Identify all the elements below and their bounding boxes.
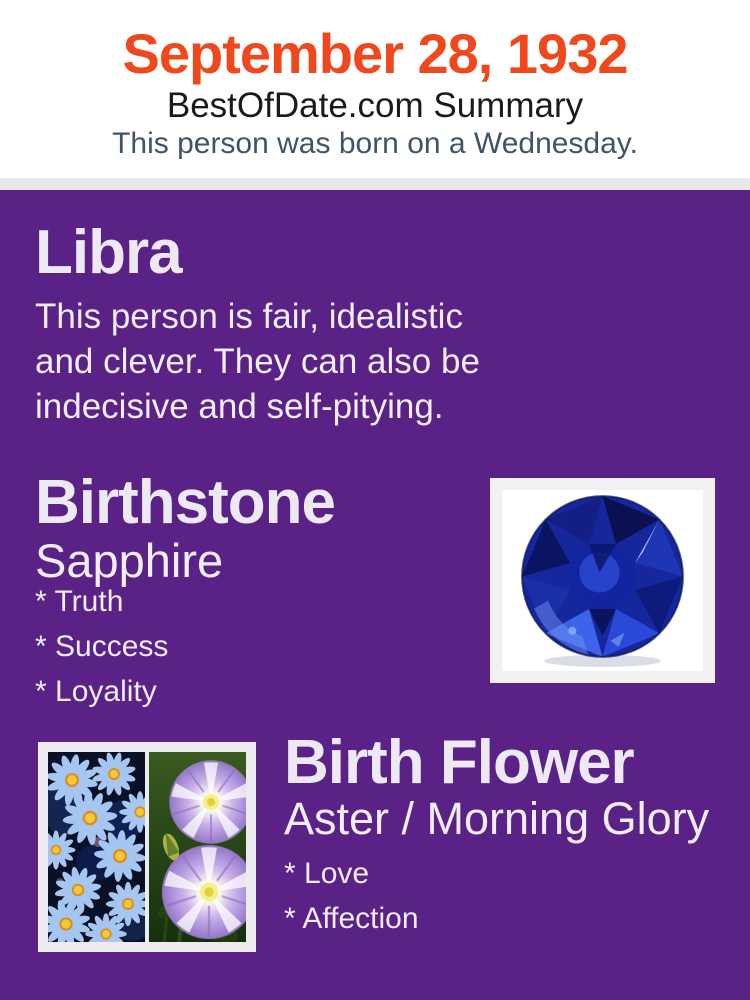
birth-flower-trait-list	[284, 856, 419, 946]
birth-flower-heading: Birth Flower	[284, 728, 634, 797]
weekday-note: This person was born on a Wednesday.	[112, 127, 638, 160]
zodiac-description-line: indecisive and self-pitying.	[35, 387, 444, 426]
birthstone-trait: * Success	[35, 630, 169, 663]
morning-glory-image	[149, 752, 246, 942]
zodiac-description-line: This person is fair, idealistic	[35, 297, 463, 336]
birth-flower-photo-frame	[38, 742, 256, 952]
zodiac-description	[35, 294, 480, 429]
birth-flower-trait: * Affection	[284, 902, 419, 935]
blue-aster-image	[48, 752, 145, 942]
birth-flower-trait: * Love	[284, 857, 370, 890]
birthstone-trait: * Truth	[35, 585, 124, 618]
main-content	[0, 190, 750, 1000]
sapphire-image	[502, 490, 703, 671]
site-summary-title: BestOfDate.com Summary	[166, 86, 584, 125]
sapphire-photo-frame	[490, 478, 715, 683]
birthstone-name: Sapphire	[35, 534, 224, 587]
date-title: September 28, 1932	[122, 22, 628, 85]
birthstone-heading: Birthstone	[35, 468, 335, 537]
birth-flower-names: Aster / Morning Glory	[284, 793, 710, 844]
header-divider	[0, 178, 750, 190]
zodiac-sign-heading: Libra	[35, 218, 182, 287]
sapphire-gem-graphic	[502, 490, 703, 671]
zodiac-description-line: and clever. They can also be	[35, 342, 480, 381]
birthstone-trait: * Loyality	[35, 675, 157, 708]
birthstone-trait-list	[35, 584, 168, 719]
header	[0, 0, 750, 178]
